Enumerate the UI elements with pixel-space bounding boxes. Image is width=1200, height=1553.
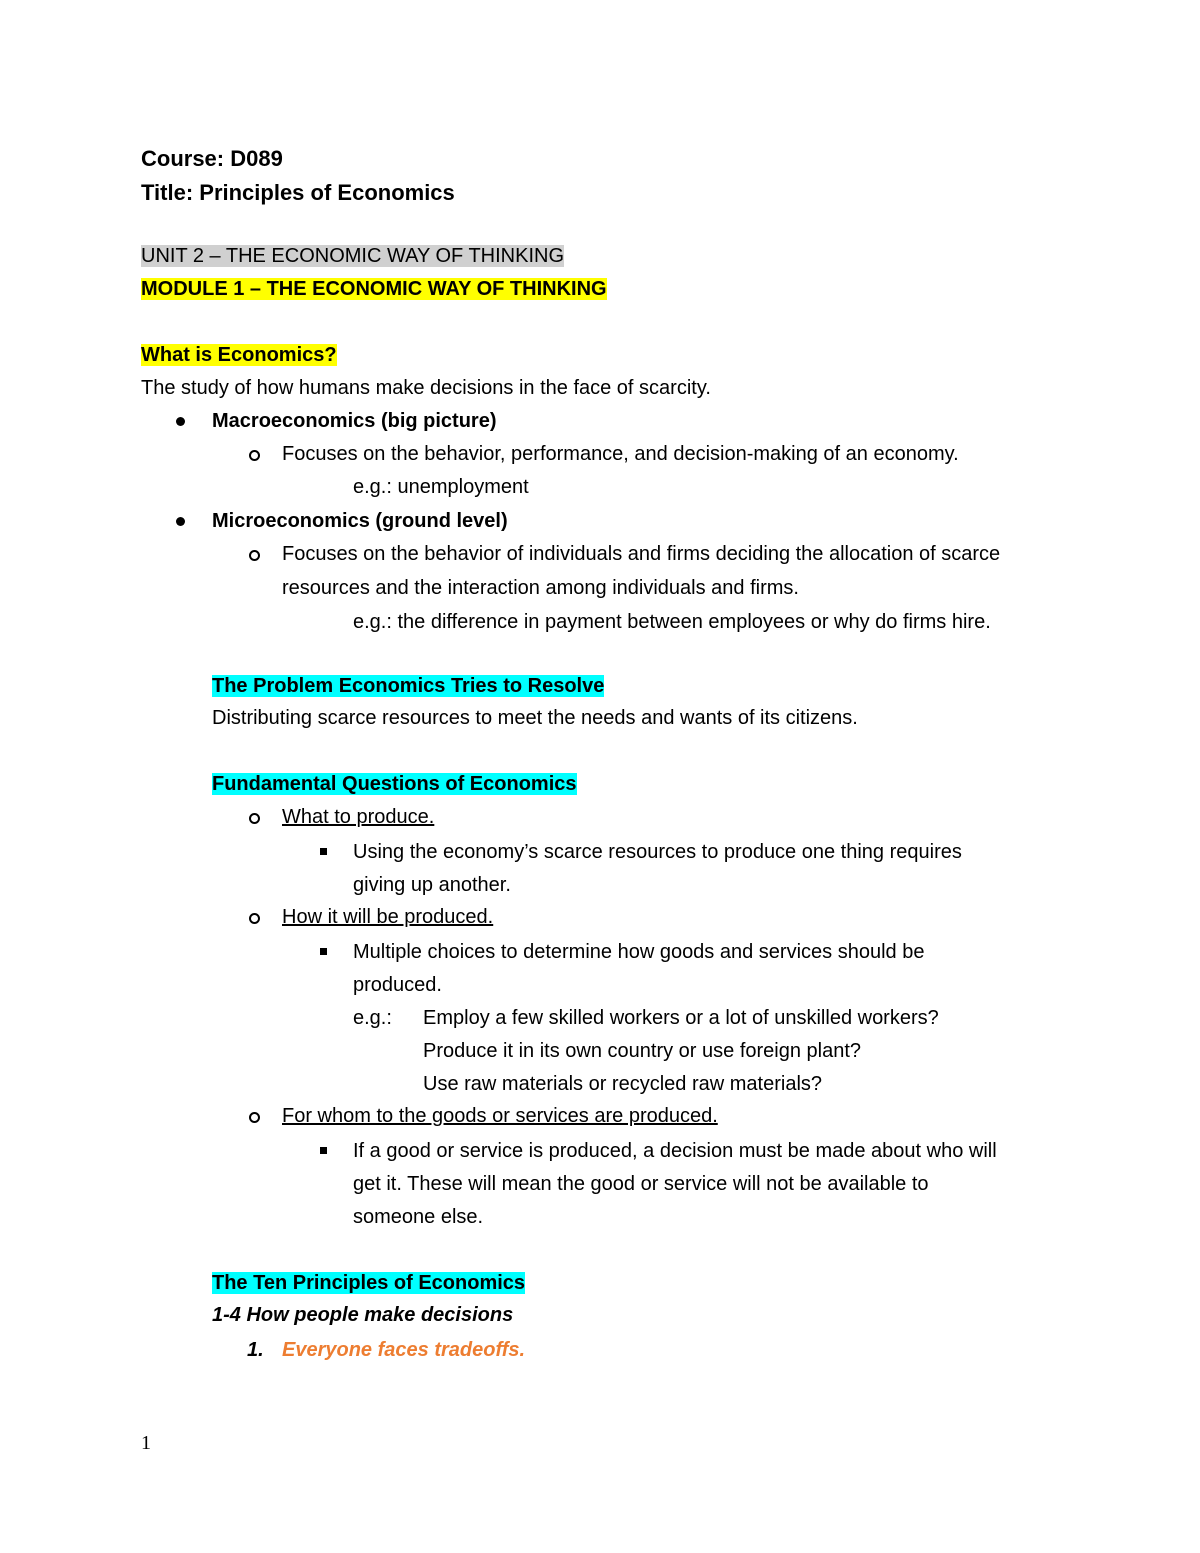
unit-heading-text: UNIT 2 – THE ECONOMIC WAY OF THINKING	[141, 245, 565, 267]
q3-line2: get it. These will mean the good or service will not be available to	[353, 1173, 929, 1195]
ten-principles-heading	[212, 1268, 525, 1298]
title-line: Title: Principles of Economics	[141, 180, 455, 205]
problem-heading-text: The Problem Economics Tries to Resolve	[212, 675, 605, 697]
micro-example: e.g.: the difference in payment between employees or why do firms hire.	[353, 611, 991, 633]
q2-example-3: Use raw materials or recycled raw materials?	[423, 1073, 823, 1095]
question-how: How it will be produced.	[282, 906, 494, 928]
q1-line1: Using the economy’s scarce resources to produce one thing requires	[353, 841, 962, 863]
ten-principles-subheading: 1-4 How people make decisions	[212, 1304, 514, 1326]
fundamental-heading	[212, 769, 577, 799]
bullet-ring-icon	[249, 813, 260, 824]
q2-line2: produced.	[353, 974, 442, 996]
economics-definition: The study of how humans make decisions in the face of scarcity.	[141, 377, 711, 399]
bullet-ring-icon	[249, 913, 260, 924]
principle-1-text: Everyone faces tradeoffs.	[282, 1339, 526, 1361]
course-line: Course: D089	[141, 146, 283, 171]
question-for-whom: For whom to the goods or services are produced.	[282, 1105, 718, 1127]
macro-label: Macroeconomics (big picture)	[212, 410, 497, 432]
bullet-square-icon	[320, 1147, 327, 1154]
bullet-ring-icon	[249, 450, 260, 461]
question-what: What to produce.	[282, 806, 435, 828]
principle-1-number: 1.	[247, 1339, 264, 1361]
ten-principles-heading-text: The Ten Principles of Economics	[212, 1272, 526, 1294]
macro-example: e.g.: unemployment	[353, 476, 529, 498]
bullet-dot-icon	[176, 517, 185, 526]
unit-heading	[141, 241, 564, 271]
bullet-dot-icon	[176, 417, 185, 426]
bullet-ring-icon	[249, 550, 260, 561]
fundamental-heading-text: Fundamental Questions of Economics	[212, 773, 577, 795]
bullet-square-icon	[320, 948, 327, 955]
q2-example-1: Employ a few skilled workers or a lot of unskilled workers?	[423, 1007, 939, 1029]
q1-line2: giving up another.	[353, 874, 511, 896]
q3-line3: someone else.	[353, 1206, 484, 1228]
q2-line1: Multiple choices to determine how goods and services should be	[353, 941, 925, 963]
micro-desc-line1: Focuses on the behavior of individuals and firms deciding the allocation of scarce	[282, 543, 1001, 565]
problem-heading	[212, 671, 604, 701]
q2-eg-label: e.g.:	[353, 1007, 392, 1029]
problem-text: Distributing scarce resources to meet the needs and wants of its citizens.	[212, 707, 858, 729]
what-is-heading-text: What is Economics?	[141, 344, 337, 366]
what-is-heading	[141, 340, 337, 370]
module-heading-text: MODULE 1 – THE ECONOMIC WAY OF THINKING	[141, 278, 607, 300]
macro-desc: Focuses on the behavior, performance, and decision-making of an economy.	[282, 443, 959, 465]
bullet-ring-icon	[249, 1112, 260, 1123]
q2-example-2: Produce it in its own country or use foreign plant?	[423, 1040, 862, 1062]
micro-label: Microeconomics (ground level)	[212, 510, 508, 532]
module-heading	[141, 274, 607, 304]
q3-line1: If a good or service is produced, a decision must be made about who will	[353, 1140, 997, 1162]
page-number: 1	[141, 1432, 151, 1454]
bullet-square-icon	[320, 848, 327, 855]
micro-desc-line2: resources and the interaction among individuals and firms.	[282, 577, 799, 599]
